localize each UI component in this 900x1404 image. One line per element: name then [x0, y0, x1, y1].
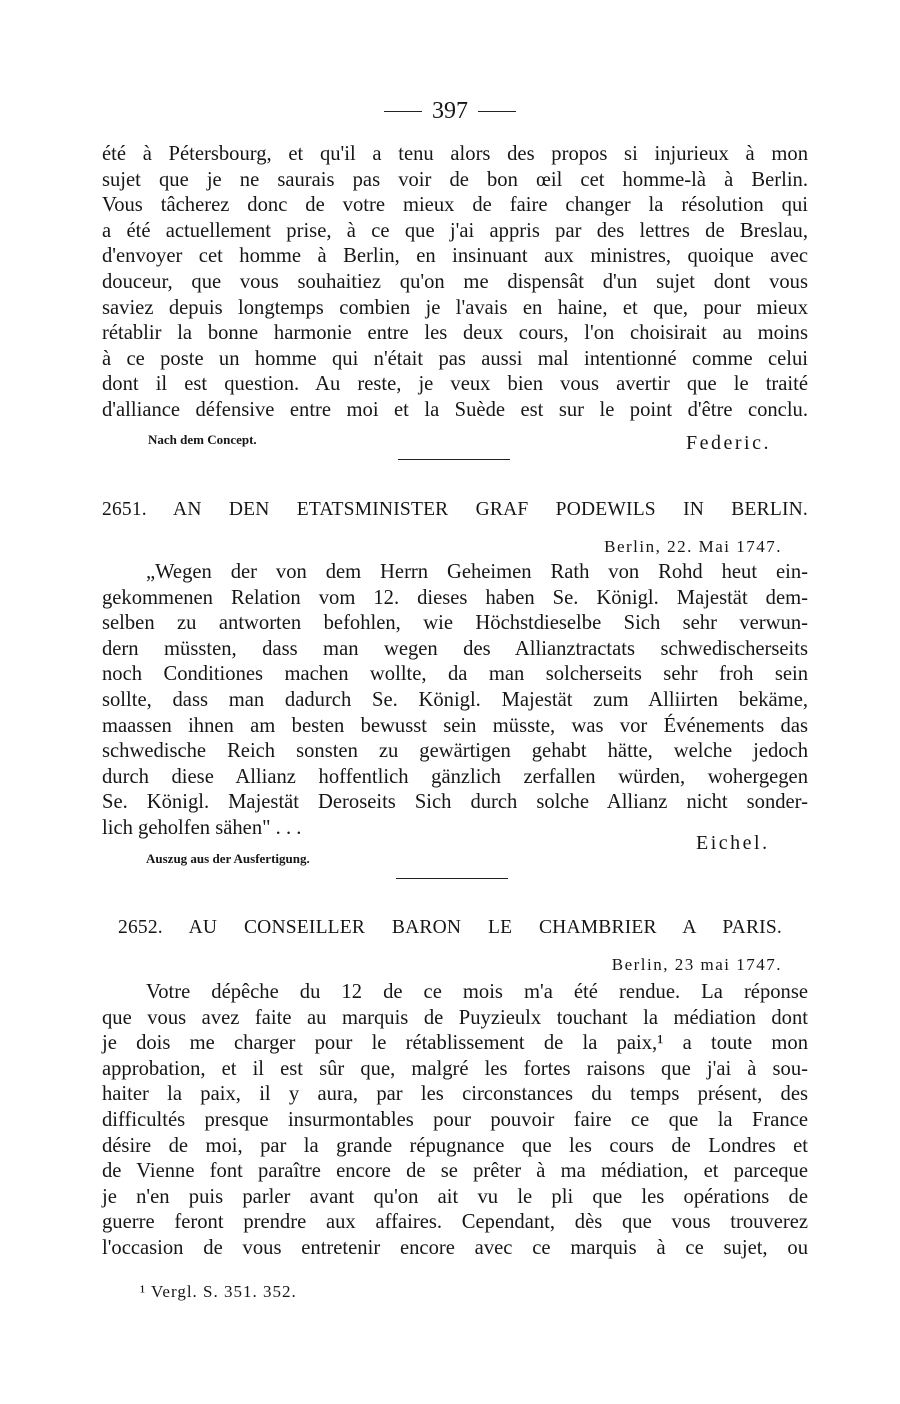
text-line: schwedische Reich sonsten zu gewärtigen gehabt hätte, welche jedoch	[102, 740, 808, 763]
letter-heading: 2652. AU CONSEILLER BARON LE CHAMBRIER A PARIS.	[118, 917, 782, 938]
text-line: d'envoyer cet homme à Berlin, en insinuant aux ministres, quoique avec	[102, 245, 808, 268]
text-line: difficultés presque insurmontables pour pouvoir faire ce que la France	[102, 1108, 808, 1131]
letter-heading: 2651. AN DEN ETATSMINISTER GRAF PODEWILS IN BERLIN.	[102, 499, 808, 520]
text-line: à ce poste un homme qui n'était pas aussi mal intentionné comme celui	[102, 347, 808, 370]
text-line: d'alliance défensive entre moi et la Suède est sur le point d'être conclu.	[102, 398, 808, 421]
text-line: gekommenen Relation vom 12. dieses haben Se. Königl. Majestät dem-	[102, 586, 808, 609]
letter-top-body	[102, 142, 808, 424]
text-line: guerre feront prendre aux affaires. Cependant, dès que vous trouverez	[102, 1211, 808, 1234]
section-divider	[396, 878, 508, 879]
text-line: noch Conditiones machen wollte, da man solcherseits sehr froh sein	[102, 663, 808, 686]
signature: Eichel.	[696, 832, 770, 854]
text-line: Se. Königl. Majestät Deroseits Sich durch solche Allianz nicht sonder-	[102, 791, 808, 814]
text-line: sollte, dass man dadurch Se. Königl. Majestät zum Alliirten bekäme,	[102, 688, 808, 711]
page-header	[0, 96, 900, 126]
text-line: durch diese Allianz hoffentlich gänzlich zerfallen würden, wohergegen	[102, 765, 808, 788]
text-line: approbation, et il est sûr que, malgré les fortes raisons que j'ai à sou-	[102, 1057, 808, 1080]
footnote: ¹ Vergl. S. 351. 352.	[140, 1282, 297, 1301]
text-line: haiter la paix, il y aura, par les circonstances du temps présent, des	[102, 1083, 808, 1106]
text-line: sujet que je ne saurais pas voir de bon œil cet homme-là à Berlin.	[102, 168, 808, 191]
text-line: douceur, que vous souhaitiez qu'on me dispensât d'un sujet dont vous	[102, 270, 808, 293]
letter-2651-body	[102, 560, 808, 842]
text-line: Vous tâcherez donc de votre mieux de faire changer la résolution qui	[102, 194, 808, 217]
header-dash-left	[384, 111, 422, 112]
text-line: que vous avez faite au marquis de Puyzieulx touchant la médiation dont	[102, 1006, 808, 1029]
text-line: a été actuellement prise, à ce que j'ai appris par des lettres de Breslau,	[102, 219, 808, 242]
header-dash-right	[478, 111, 516, 112]
source-note: Nach dem Concept.	[148, 432, 257, 447]
text-line: dont il est question. Au reste, je veux bien vous avertir que le traité	[102, 373, 808, 396]
letter-2652-body	[102, 980, 808, 1262]
dateline: Berlin, 23 mai 1747.	[611, 955, 782, 974]
text-line: Votre dépêche du 12 de ce mois m'a été rendue. La réponse	[146, 981, 808, 1003]
text-line: désire de moi, par la grande répugnance que les cours de Londres et	[102, 1134, 808, 1157]
text-line: je dois me charger pour le rétablissement de la paix,¹ a toute mon	[102, 1032, 808, 1055]
text-line: rétablir la bonne harmonie entre les deux cours, l'on choisirait au moins	[102, 322, 808, 345]
text-line: lich geholfen sähen" . . .	[102, 816, 302, 839]
text-line: je n'en puis parler avant qu'on ait vu le pli que les opérations de	[102, 1185, 808, 1208]
text-line: maassen ihnen am besten bewusst sein müsste, was vor Événements das	[102, 714, 808, 737]
text-line: été à Pétersbourg, et qu'il a tenu alors des propos si injurieux à mon	[102, 143, 808, 165]
text-line: l'occasion de vous entretenir encore avec ce marquis à ce sujet, ou	[102, 1236, 808, 1259]
text-line: saviez depuis longtemps combien je l'avais en haine, et que, pour mieux	[102, 296, 808, 319]
dateline: Berlin, 22. Mai 1747.	[604, 537, 782, 556]
text-line: de Vienne font paraître encore de se prêter à ma médiation, et parceque	[102, 1160, 808, 1183]
page-number: 397	[432, 98, 468, 124]
signature: Federic.	[686, 432, 771, 454]
text-line: selben zu antworten befohlen, wie Höchstdieselbe Sich sehr verwun-	[102, 612, 808, 635]
source-note: Auszug aus der Ausfertigung.	[146, 851, 310, 866]
text-line: „Wegen der von dem Herrn Geheimen Rath von Rohd heut ein-	[146, 561, 808, 583]
text-line: dern müssten, dass man wegen des Allianztractats schwedischerseits	[102, 637, 808, 660]
section-divider	[398, 459, 510, 460]
